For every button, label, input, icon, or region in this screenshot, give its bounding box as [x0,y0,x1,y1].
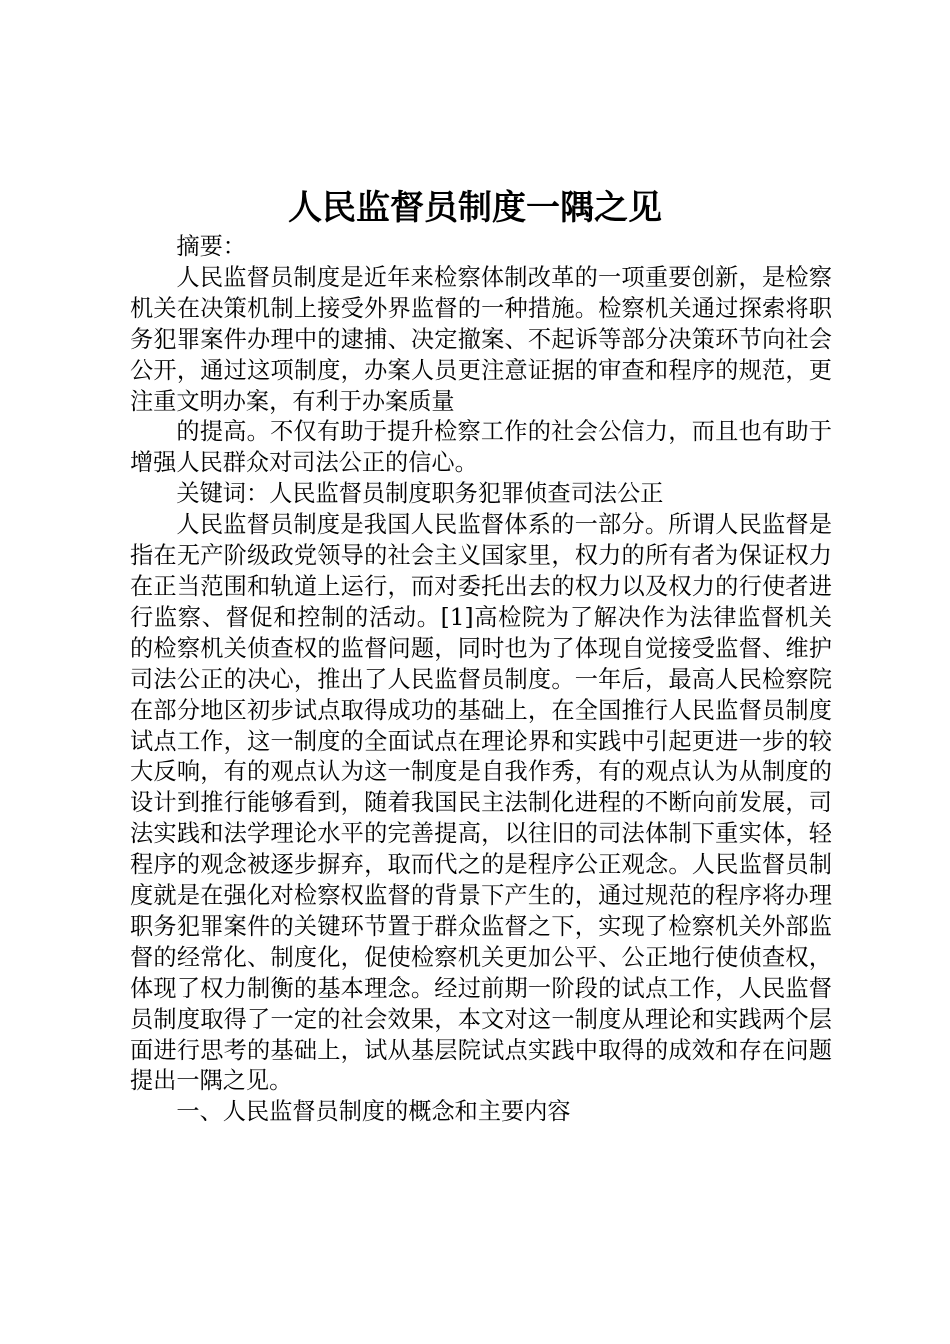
abstract-paragraph: 人民监督员制度是近年来检察体制改革的一项重要创新，是检察机关在决策机制上接受外界监督的一种措施。检察机关通过探索将职务犯罪案件办理中的逮捕、决定撤案、不起诉等部分决策环节向社会公开，通过这项制度，办案人员更注意证据的审查和程序的规范，更注重文明办案，有利于办案质量 [130,263,832,415]
abstract-paragraph-continued: 的提高。不仅有助于提升检察工作的社会公信力，而且也有助于增强人民群众对司法公正的信心。 [130,418,832,477]
body-paragraph: 人民监督员制度是我国人民监督体系的一部分。所谓人民监督是指在无产阶级政党领导的社会主义国家里，权力的所有者为保证权力在正当范围和轨道上运行，而对委托出去的权力以及权力的行使者进行监察、督促和控制的活动。[1]高检院为了解决作为法律监督机关的检察机关侦查权的监督问题，同时也为了体现自觉接受监督、维护司法公正的决心，推出了人民监督员制度。一年后，最高人民检察院在部分地区初步试点取得成功的基础上，在全国推行人民监督员制度试点工作，这一制度的全面试点在理论界和实践中引起更进一步的较大反响，有的观点认为这一制度是自我作秀，有的观点认为从制度的设计到推行能够看到，随着我国民主法制化进程的不断向前发展，司法实践和法学理论水平的完善提高，以往旧的司法体制下重实体，轻程序的观念被逐步摒弃，取而代之的是程序公正观念。人民监督员制度就是在强化对检察权监督的背景下产生的，通过规范的程序将办理职务犯罪案件的关键环节置于群众监督之下，实现了检察机关外部监督的经常化、制度化，促使检察机关更加公平、公正地行使侦查权，体现了权力制衡的基本理念。经过前期一阶段的试点工作，人民监督员制度取得了一定的社会效果，本文对这一制度从理论和实践两个层面进行思考的基础上，试从基层院试点实践中取得的成效和存在问题提出一隅之见。 [130,511,832,1095]
section-heading: 一、人民监督员制度的概念和主要内容 [176,1098,571,1126]
keywords-line: 关键词：人民监督员制度职务犯罪侦查司法公正 [176,480,664,508]
document-body [130,232,832,1128]
abstract-heading: 摘要： [176,233,246,260]
document-title: 人民监督员制度一隅之见 [288,188,662,228]
